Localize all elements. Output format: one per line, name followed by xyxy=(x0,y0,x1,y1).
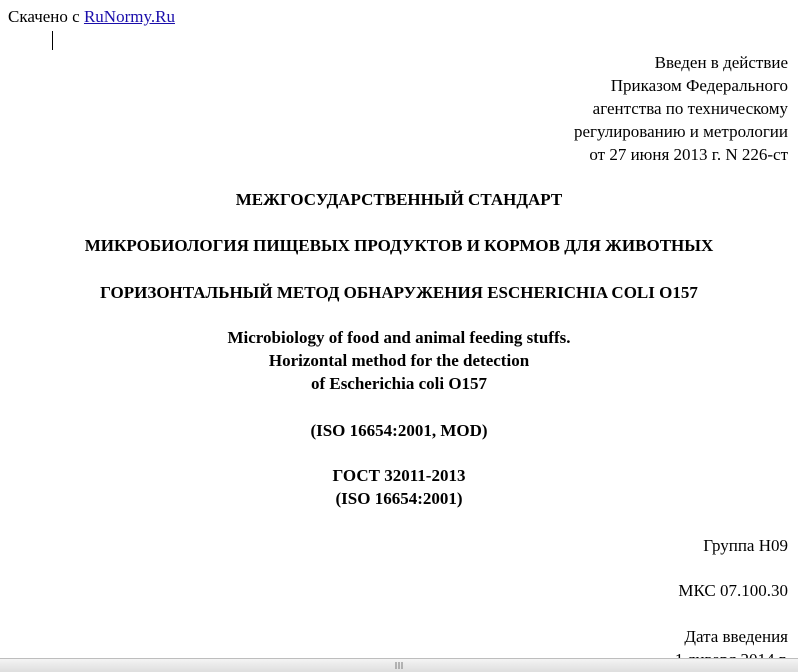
scroll-grip-icon xyxy=(396,662,403,669)
decree-line: Введен в действие xyxy=(654,53,788,72)
intro-date-label: Дата введения xyxy=(684,627,788,646)
subject-title: МИКРОБИОЛОГИЯ ПИЩЕВЫХ ПРОДУКТОВ И КОРМОВ ДЛЯ ЖИВОТНЫХ xyxy=(84,236,714,255)
english-title-line: Horizontal method for the detection xyxy=(268,351,530,370)
horizontal-scrollbar[interactable] xyxy=(0,658,798,672)
decree-line: Приказом Федерального xyxy=(610,76,788,95)
mks-code: МКС 07.100.30 xyxy=(678,581,788,600)
method-title: ГОРИЗОНТАЛЬНЫЙ МЕТОД ОБНАРУЖЕНИЯ ESCHERICHIA COLI O157 xyxy=(100,283,698,302)
iso-reference: (ISO 16654:2001) xyxy=(335,489,463,508)
source-prefix: Скачено с xyxy=(8,7,80,26)
iso-mod-line: (ISO 16654:2001, MOD) xyxy=(310,421,488,440)
decree-block xyxy=(574,51,788,166)
source-line xyxy=(8,5,175,28)
source-link[interactable]: RuNormy.Ru xyxy=(83,7,175,26)
standard-type-title: МЕЖГОСУДАРСТВЕННЫЙ СТАНДАРТ xyxy=(235,190,563,209)
english-title-line: Microbiology of food and animal feeding stuffs. xyxy=(227,328,571,347)
decree-line: агентства по техническому xyxy=(592,99,788,118)
english-title-line: of Escherichia coli O157 xyxy=(310,374,488,393)
group-code: Группа Н09 xyxy=(703,536,788,555)
text-caret xyxy=(52,31,53,50)
decree-line: регулированию и метрологии xyxy=(573,122,788,141)
decree-line: от 27 июня 2013 г. N 226-ст xyxy=(589,145,788,164)
gost-number: ГОСТ 32011-2013 xyxy=(332,466,466,485)
